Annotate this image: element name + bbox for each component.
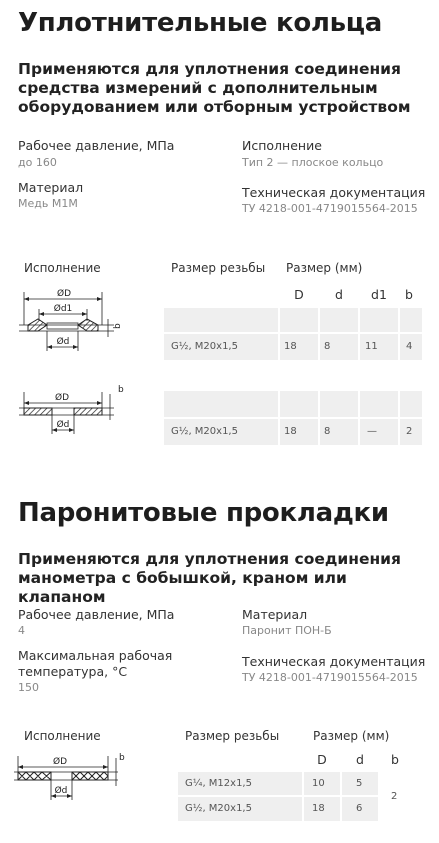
s1-pressure-label: Рабочее давление, МПа	[18, 138, 175, 153]
s1-dim2-D: ØD	[54, 393, 70, 403]
s1-docs-value: ТУ 4218-001-4719015564-2015	[242, 202, 418, 215]
s1-execution-value: Тип 2 — плоское кольцо	[242, 156, 384, 169]
table-cell	[400, 391, 422, 417]
s1-col-d1: d1	[371, 287, 387, 302]
table-cell	[320, 391, 358, 417]
s2-material-value: Паронит ПОН-Б	[242, 624, 332, 637]
table-cell	[360, 308, 398, 332]
s1-row1-d: 8	[324, 341, 331, 352]
s1-col-b: b	[405, 287, 413, 302]
s2-dim-D: ØD	[52, 757, 68, 767]
gasket-drawing	[12, 750, 132, 810]
s2-docs-label: Техническая документация	[242, 654, 426, 669]
s1-size-header: Размер (мм)	[286, 261, 363, 275]
s2-dim-d: Ød	[54, 786, 68, 796]
s1-dim1-D: ØD	[56, 289, 72, 299]
s2-pressure-value: 4	[18, 624, 25, 637]
s2-b-merged: 2	[391, 791, 398, 802]
s1-dim2-b: b	[118, 385, 124, 395]
s1-row2-d1: —	[367, 426, 377, 437]
table-cell	[164, 391, 278, 417]
s1-row1-d1: 11	[365, 341, 378, 352]
s2-thread-header: Размер резьбы	[185, 729, 280, 743]
s1-row2-b: 2	[406, 426, 413, 437]
s1-row2-D: 18	[284, 426, 297, 437]
s1-row2-thread: G½, M20x1,5	[171, 426, 238, 437]
s1-dim1-b: b	[113, 323, 123, 329]
table-cell	[280, 308, 318, 332]
ring-type2-drawing	[14, 384, 134, 444]
s1-row1-D: 18	[284, 341, 297, 352]
s1-row1-b: 4	[406, 341, 413, 352]
s2-row2-d: 6	[356, 803, 363, 814]
s1-execution-header: Исполнение	[24, 261, 101, 275]
s2-col-b: b	[391, 752, 399, 767]
s2-temp-label: Максимальная рабочая температура, °С	[18, 648, 173, 679]
s2-col-D: D	[317, 752, 327, 767]
section2-title: Паронитовые прокладки	[18, 498, 389, 528]
section2-lead: Применяются для уплотнения соединения манометра с бобышкой, краном или клапаном	[18, 550, 401, 606]
table-cell	[360, 419, 398, 445]
table-cell	[280, 391, 318, 417]
s2-size-header: Размер (мм)	[313, 729, 390, 743]
s2-row1-D: 10	[312, 778, 325, 789]
s1-dim1-d1: Ød1	[53, 304, 73, 314]
s2-material-label: Материал	[242, 607, 308, 622]
section1-lead: Применяются для уплотнения соединения средства измерений с дополнительным оборудованием или отборным устройством	[18, 60, 411, 116]
s2-temp-value: 150	[18, 681, 39, 694]
s2-execution-header: Исполнение	[24, 729, 101, 743]
s1-col-d: d	[335, 287, 343, 302]
s1-pressure-value: до 160	[18, 156, 57, 169]
s1-col-D: D	[294, 287, 304, 302]
s1-thread-header: Размер резьбы	[171, 261, 266, 275]
table-cell	[360, 391, 398, 417]
s2-row2-D: 18	[312, 803, 325, 814]
ring-type1-drawing	[14, 283, 134, 363]
s2-row1-thread: G¼, M12x1,5	[185, 778, 252, 789]
s1-material-value: Медь М1М	[18, 197, 78, 210]
s2-dim-b: b	[119, 753, 125, 763]
table-cell	[320, 308, 358, 332]
s1-dim1-d: Ød	[56, 337, 70, 347]
section1-title: Уплотнительные кольца	[18, 8, 383, 38]
s1-material-label: Материал	[18, 180, 84, 195]
table-cell	[400, 308, 422, 332]
s1-execution-label: Исполнение	[242, 138, 322, 153]
s1-row2-d: 8	[324, 426, 331, 437]
s1-dim2-d: Ød	[56, 420, 70, 430]
s2-row1-d: 5	[356, 778, 363, 789]
s2-row2-thread: G½, M20x1,5	[185, 803, 252, 814]
s2-col-d: d	[356, 752, 364, 767]
s1-docs-label: Техническая документация	[242, 185, 426, 200]
s2-docs-value: ТУ 4218-001-4719015564-2015	[242, 671, 418, 684]
s2-pressure-label: Рабочее давление, МПа	[18, 607, 175, 622]
table-cell	[164, 308, 278, 332]
s1-row1-thread: G½, M20x1,5	[171, 341, 238, 352]
